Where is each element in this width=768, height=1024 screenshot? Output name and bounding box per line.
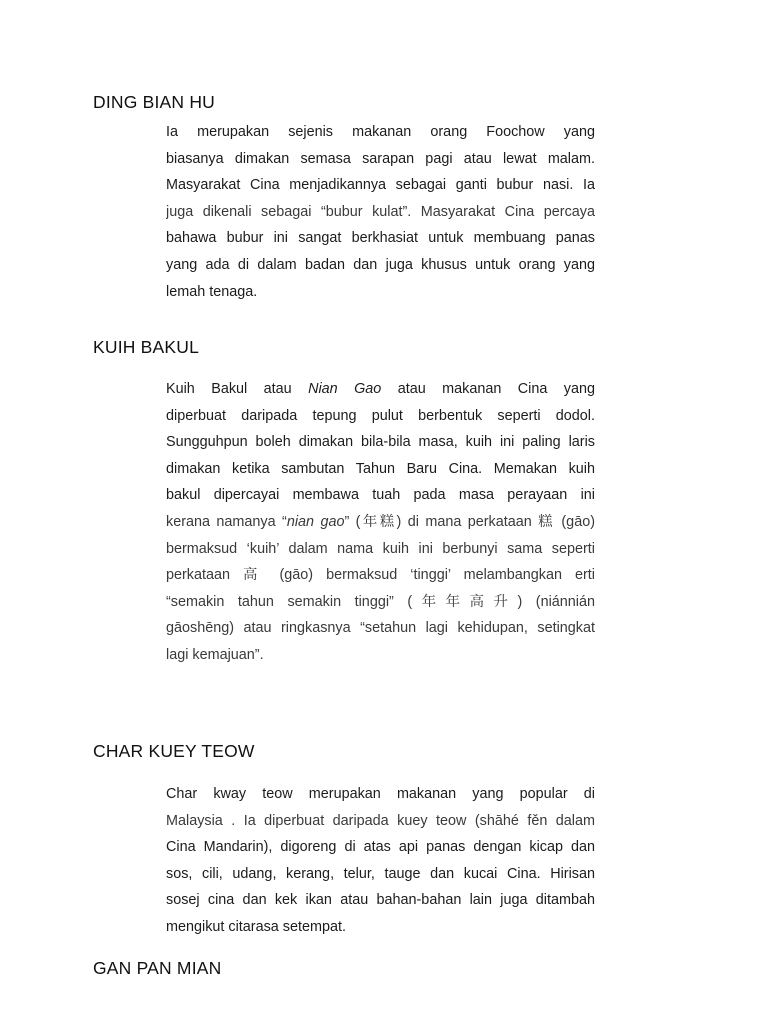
text-line: bermaksud ‘kuih’ dalam nama kuih ini berbunyi sama seperti — [166, 540, 595, 557]
text-line: lagi kemajuan”. — [166, 646, 264, 663]
text-line: Masyarakat Cina menjadikannya sebagai ganti bubur nasi. Ia — [166, 177, 595, 194]
section-heading-ding-bian-hu: DING BIAN HU — [93, 92, 215, 112]
paragraph-char-kuey-teow — [166, 781, 595, 941]
section-heading-char-kuey-teow: CHAR KUEY TEOW — [93, 741, 255, 761]
section-heading-gan-pan-mian: GAN PAN MIAN — [93, 958, 222, 978]
text-line: gāoshēng) atau ringkasnya “setahun lagi kehidupan, setingkat — [166, 620, 595, 637]
text-line: diperbuat daripada tepung pulut berbentuk seperti dodol. — [166, 407, 595, 424]
paragraph-kuih-bakul — [166, 376, 595, 669]
text-line: Cina Mandarin), digoreng di atas api panas dengan kicap dan — [166, 839, 595, 856]
text-line — [166, 509, 595, 536]
text-line: dimakan ketika sambutan Tahun Baru Cina. Memakan kuih — [166, 460, 595, 477]
text-line: Malaysia . Ia diperbuat daripada kuey teow (shāhé fěn dalam — [166, 812, 595, 829]
section-heading-kuih-bakul: KUIH BAKUL — [93, 337, 200, 357]
italic-term: nian gao — [286, 513, 345, 530]
text-line: mengikut citarasa setempat. — [166, 918, 346, 935]
text-line: Ia merupakan sejenis makanan orang Foochow yang — [166, 124, 595, 140]
text-run: kerana namanya “ — [166, 513, 287, 530]
text-line: sosej cina dan kek ikan atau bahan-bahan lain juga ditambah — [166, 892, 595, 909]
text-line: Char kway teow merupakan makanan yang popular di — [166, 786, 595, 802]
text-line: bakul dipercayai membawa tuah pada masa perayaan ini — [166, 487, 595, 504]
text-line: juga dikenali sebagai “bubur kulat”. Masyarakat Cina percaya — [166, 203, 595, 220]
paragraph-ding-bian-hu — [166, 119, 595, 305]
text-run: Kuih Bakul atau — [166, 381, 309, 397]
text-line: sos, cili, udang, kerang, telur, tauge dan kucai Cina. Hirisan — [166, 865, 595, 882]
text-line — [166, 376, 595, 403]
text-line: “semakin tahun semakin tinggi” (年年高升) (niánnián — [166, 593, 595, 610]
text-line: lemah tenaga. — [166, 283, 258, 300]
text-run: atau makanan Cina yang — [381, 381, 595, 397]
text-line: biasanya dimakan semasa sarapan pagi atau lewat malam. — [166, 150, 595, 167]
text-line: Sungguhpun boleh dimakan bila-bila masa, kuih ini paling laris — [166, 434, 595, 451]
italic-term: Nian Gao — [308, 381, 382, 397]
text-line: bahawa bubur ini sangat berkhasiat untuk membuang panas — [166, 230, 595, 247]
text-line: yang ada di dalam badan dan juga khusus untuk orang yang — [166, 256, 595, 273]
text-run: ” (年糕) di mana perkataan 糕 (gāo) — [344, 513, 595, 530]
text-line: perkataan 高 (gāo) bermaksud ‘tinggi’ melambangkan erti — [166, 567, 595, 584]
